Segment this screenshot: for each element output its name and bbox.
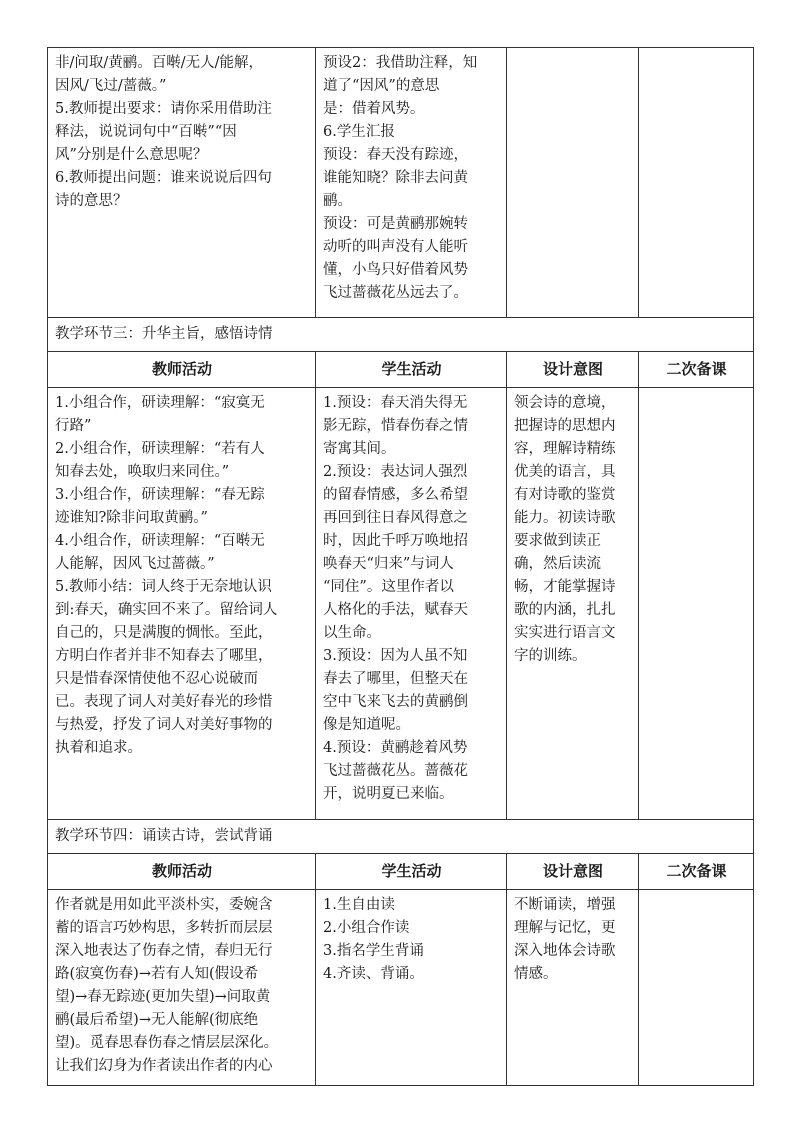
student-activity-cell [316, 388, 507, 820]
header-design-intent: 设计意图 [507, 352, 639, 388]
teacher-activity-cell [48, 388, 316, 820]
text-line: 像是知道呢。 [323, 717, 410, 733]
text-line: 歌的内涵，扎扎 [514, 602, 616, 618]
header-teacher-activity: 教师活动 [48, 854, 316, 890]
text-line: 人能解，因风飞过蔷薇。” [55, 556, 215, 572]
text-line: 寄寓其间。 [323, 441, 396, 457]
text-line: 要求做到读正 [514, 533, 601, 549]
section-row [48, 820, 754, 854]
text-line: 开，说明夏已来临。 [323, 786, 454, 802]
design-intent-cell [507, 890, 639, 1086]
text-line: 3.预设：因为人虽不知 [323, 648, 468, 664]
text-line: 深入地表达了伤春之情，春归无行 [55, 943, 273, 959]
text-line: 谁能知晓？除非去问黄 [323, 170, 468, 186]
text-line: 道了“因风”的意思 [323, 78, 440, 94]
text-line: 望)→春无踪迹(更加失望)→问取黄 [55, 989, 271, 1005]
lesson-plan-table [47, 47, 754, 1086]
text-line: 诗的意思？ [55, 193, 128, 209]
design-intent-cell [507, 48, 639, 318]
header-student-activity: 学生活动 [316, 352, 507, 388]
text-line: 不断诵读，增强 [514, 897, 616, 913]
text-line: 只是惜春深情使他不忍心说破而 [55, 671, 258, 687]
header-second-prep: 二次备课 [639, 854, 754, 890]
text-line: 与热爱，抒发了词人对美好事物的 [55, 717, 273, 733]
text-line: “同住”。这里作者以 [323, 579, 454, 595]
second-prep-cell [639, 388, 754, 820]
text-line: 懂，小鸟只好借着风势 [323, 262, 468, 278]
text-line: 2.预设：表达词人强烈 [323, 464, 468, 480]
text-line: 预设：可是黄鹂那婉转 [323, 216, 468, 232]
text-line: 以生命。 [323, 625, 381, 641]
text-line: 方明白作者并非不知春去了哪里， [55, 648, 273, 664]
text-line: 的留春情感，多么希望 [323, 487, 468, 503]
table-row [48, 48, 754, 318]
text-line: 已。表现了词人对美好春光的珍惜 [55, 694, 273, 710]
text-line: 鹂。 [323, 193, 352, 209]
design-intent-cell [507, 388, 639, 820]
header-student-activity: 学生活动 [316, 854, 507, 890]
text-line: 望)。觅春思春伤春之情层层深化。 [55, 1035, 279, 1051]
text-line: 再回到往日春风得意之 [323, 510, 468, 526]
text-line: 让我们幻身为作者读出作者的内心 [55, 1058, 273, 1074]
lesson-plan-page [47, 47, 753, 1086]
text-line: 3.指名学生背诵 [323, 943, 424, 959]
text-line: 领会诗的意境， [514, 395, 616, 411]
text-line: 有对诗歌的鉴赏 [514, 487, 616, 503]
header-second-prep: 二次备课 [639, 352, 754, 388]
text-line: 6.教师提出问题：谁来说说后四句 [55, 170, 272, 186]
table-row [48, 890, 754, 1086]
section-title: 教学环节三：升华主旨，感悟诗情 [48, 318, 754, 352]
teacher-activity-cell [48, 48, 316, 318]
text-line: 2.小组合作，研读理解：“若有人 [55, 441, 265, 457]
student-activity-cell [316, 890, 507, 1086]
text-line: 飞过蔷薇花丛远去了。 [323, 285, 468, 301]
text-line: 非/问取/黄鹂。百啭/无人/能解， [55, 55, 264, 71]
text-line: 把握诗的思想内 [514, 418, 616, 434]
text-line: 路(寂寞伤春)→若有人知(假设希 [55, 966, 259, 982]
text-line: 情感。 [514, 966, 558, 982]
text-line: 畅，才能掌握诗 [514, 579, 616, 595]
header-row [48, 352, 754, 388]
text-line: 飞过蔷薇花丛。蔷薇花 [323, 763, 468, 779]
text-line: 知春去处，唤取归来同住。” [55, 464, 230, 480]
text-line: 自己的，只是满腹的惆怅。至此， [55, 625, 273, 641]
section-row [48, 318, 754, 352]
text-line: 影无踪，惜春伤春之情 [323, 418, 468, 434]
text-line: 2.小组合作读 [323, 920, 410, 936]
text-line: 因风/飞过/蔷薇。” [55, 78, 167, 94]
text-line: 蓄的语言巧妙构思，多转折而层层 [55, 920, 273, 936]
text-line: 容，理解诗精练 [514, 441, 616, 457]
text-line: 5.教师小结：词人终于无奈地认识 [55, 579, 272, 595]
text-line: 春去了哪里，但整天在 [323, 671, 468, 687]
text-line: 深入地体会诗歌 [514, 943, 616, 959]
text-line: 4.预设：黄鹂趁着风势 [323, 740, 468, 756]
text-line: 行路” [55, 418, 92, 434]
second-prep-cell [639, 48, 754, 318]
section-title: 教学环节四：诵读古诗，尝试背诵 [48, 820, 754, 854]
text-line: 时，因此千呼万唤地招 [323, 533, 468, 549]
teacher-activity-cell [48, 890, 316, 1086]
header-row [48, 854, 754, 890]
text-line: 是：借着风势。 [323, 101, 425, 117]
text-line: 迹谁知?除非问取黄鹂。” [55, 510, 208, 526]
text-line: 实实进行语言文 [514, 625, 616, 641]
text-line: 执着和追求。 [55, 740, 142, 756]
header-teacher-activity: 教师活动 [48, 352, 316, 388]
text-line: 字的训练。 [514, 648, 587, 664]
table-row [48, 388, 754, 820]
text-line: 动听的叫声没有人能听 [323, 239, 468, 255]
text-line: 预设2：我借助注释，知 [323, 55, 478, 71]
second-prep-cell [639, 890, 754, 1086]
text-line: 鹂(最后希望)→无人能解(彻底绝 [55, 1012, 259, 1028]
text-line: 优美的语言，具 [514, 464, 616, 480]
student-activity-cell [316, 48, 507, 318]
text-line: 确，然后读流 [514, 556, 601, 572]
text-line: 空中飞来飞去的黄鹂倒 [323, 694, 468, 710]
text-line: 4.小组合作，研读理解：“百啭无 [55, 533, 265, 549]
text-line: 6.学生汇报 [323, 124, 395, 140]
header-design-intent: 设计意图 [507, 854, 639, 890]
text-line: 理解与记忆，更 [514, 920, 616, 936]
text-line: 1.预设：春天消失得无 [323, 395, 468, 411]
text-line: 能力。初读诗歌 [514, 510, 616, 526]
text-line: 人格化的手法，赋春天 [323, 602, 468, 618]
text-line: 到:春天，确实回不来了。留给词人 [55, 602, 278, 618]
text-line: 1.生自由读 [323, 897, 395, 913]
text-line: 唤春天“归来”与词人 [323, 556, 454, 572]
text-line: 风”分别是什么意思呢？ [55, 147, 208, 163]
text-line: 1.小组合作，研读理解：“寂寞无 [55, 395, 265, 411]
text-line: 预设：春天没有踪迹， [323, 147, 468, 163]
text-line: 5.教师提出要求：请你采用借助注 [55, 101, 272, 117]
text-line: 作者就是用如此平淡朴实，委婉含 [55, 897, 273, 913]
text-line: 4.齐读、背诵。 [323, 966, 424, 982]
text-line: 释法，说说词句中“百啭”“因 [55, 124, 237, 140]
text-line: 3.小组合作，研读理解：“春无踪 [55, 487, 265, 503]
